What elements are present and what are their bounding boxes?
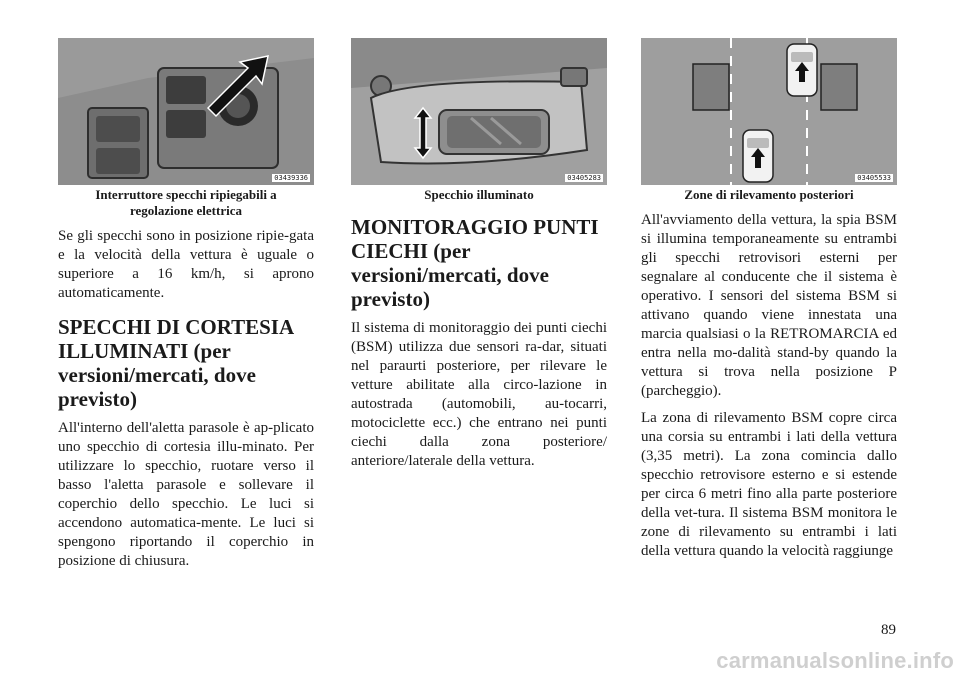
column-1 [58, 38, 314, 571]
caption-line: regolazione elettrica [129, 203, 242, 218]
section-heading: SPECCHI DI CORTESIA ILLUMINATI (per versioni/mercati, dove previsto) [58, 315, 293, 411]
figure-code: 03439336 [274, 174, 308, 182]
detection-zones-figure [641, 38, 897, 185]
figure-code: 03405533 [857, 174, 891, 182]
mirror-switch-figure [58, 38, 314, 185]
page-number: 89 [881, 622, 896, 638]
paragraph: All'avviamento della vettura, la spia BSM si illumina temporaneamente su entrambi gli specchi retrovisori esterni per segnalare al conducente che il sistema è operativo. I sensori del sistema BSM si attivano quando viene innestata una marcia qualsiasi o la RETROMARCIA ed entra nella mo-dalità stand-by quando la vettura si trova nella posizione P (parcheggio). [641, 212, 897, 399]
figure-code: 03405283 [567, 174, 601, 182]
paragraph: All'interno dell'aletta parasole è ap-plicato uno specchio di cortesia illu-minato. Per utilizzare lo specchio, ruotare verso il basso l'aletta parasole e sollevare il coperchio dello specchio. Le luci si accendono automatica-mente. Le luci si spengono riportando il coperchio in posizione di chiusura. [58, 420, 314, 569]
paragraph: La zona di rilevamento BSM copre circa una corsia su entrambi i lati della vettura (3,35 metri). La zona comincia dallo specchio retrovisore esterno e si estende per circa 6 metri fino alla parte posteriore della vet-tura. Il sistema BSM monitora le zone di rilevamento su entrambi i lati della vettura quando la velocità raggiunge [641, 410, 897, 559]
watermark: carmanualsonline.info [716, 648, 954, 673]
figure-caption [58, 187, 314, 219]
section-heading: MONITORAGGIO PUNTI CIECHI (per versioni/mercati, dove previsto) [351, 215, 599, 311]
figure-caption: Zone di rilevamento posteriori [684, 187, 854, 202]
column-2 [351, 38, 607, 471]
paragraph: Se gli specchi sono in posizione ripie-gata e la velocità della vettura è uguale o superiore a 16 km/h, si aprono automaticamente. [58, 228, 314, 301]
vanity-mirror-figure [351, 38, 607, 185]
figure-caption: Specchio illuminato [424, 187, 534, 202]
vanity-mirror-illustration [351, 38, 607, 185]
column-3 [641, 38, 897, 561]
caption-line: Interruttore specchi ripiegabili a [95, 187, 277, 202]
detection-zones-illustration [641, 38, 897, 185]
paragraph: Il sistema di monitoraggio dei punti ciechi (BSM) utilizza due sensori ra-dar, situati nel paraurti posteriore, per rilevare le vetture abilitate alla circo-lazione in autostrada (automobili, au-tocarri, motociclette ecc.) che entrano nei punti ciechi dalla zona posteriore/ anteriore/laterale della vettura. [351, 320, 607, 469]
mirror-switch-illustration [58, 38, 314, 185]
